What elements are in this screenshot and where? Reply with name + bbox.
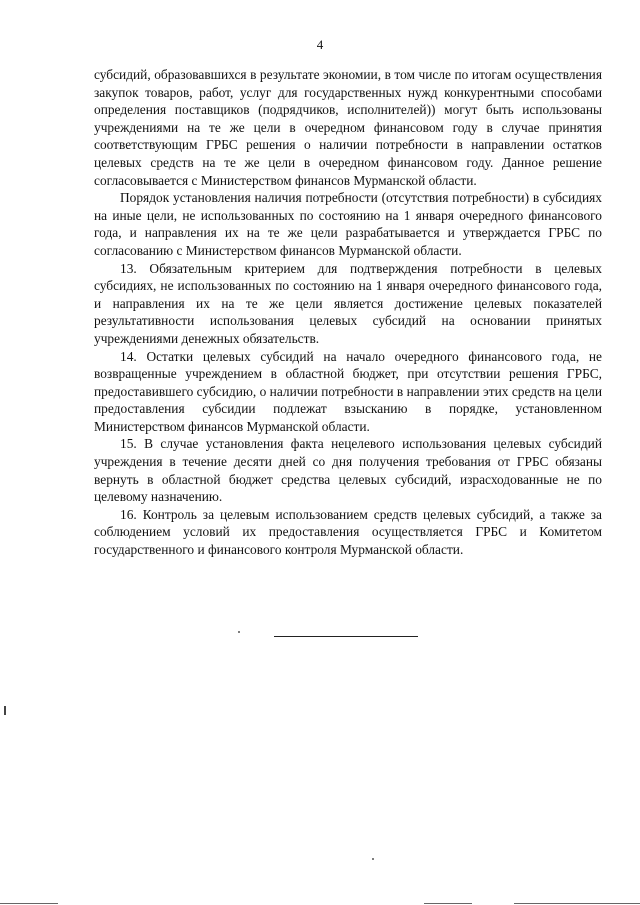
scan-bottom-edge: [0, 903, 58, 904]
paragraph-14: 14. Остатки целевых субсидий на начало очередного финансового года, не возвращенные учреждением в областной бюджет, при отсутствии решения ГРБС, предоставившего субсидию, о наличии потребности в направлении этих средств на цели предоставления субсидии подлежат взысканию в порядке, установленном Министерством финансов Мурманской области.: [94, 348, 602, 434]
page-number: 4: [316, 37, 324, 52]
closing-separator-line: [274, 636, 418, 637]
paragraph-procedure: Порядок установления наличия потребности (отсутствия потребности) в субсидиях на иные цели, не использованных по состоянию на 1 января очередного финансового года, и направления их на те же цели разрабатывается и утверждается ГРБС по согласованию с Министерством финансов Мурманской области.: [94, 190, 602, 258]
scan-bottom-edge: [424, 903, 472, 904]
scan-bottom-edge: [514, 903, 640, 904]
scan-speck: [372, 858, 374, 860]
document-body: [94, 66, 602, 559]
paragraph-continuation: субсидий, образовавшихся в результате экономии, в том числе по итогам осуществления закупок товаров, работ, услуг для государственных нужд конкурентными способами определения поставщиков (подрядчиков, исполнителей)) могут быть использованы учреждениями на те же цели в очередном финансовом году в случае принятия соответствующим ГРБС решения о наличии потребности в направлении остатков целевых средств на те же цели в очередном финансовом году. Данное решение согласовывается с Министерством финансов Мурманской области.: [94, 67, 602, 188]
scan-speck: [238, 631, 240, 633]
paragraph-13: 13. Обязательным критерием для подтверждения потребности в целевых субсидиях, не использованных по состоянию на 1 января очередного финансового года, и направления их на те же цели является достижение целевых показателей результативности использования целевых субсидий на основании принятых учреждениями денежных обязательств.: [94, 260, 602, 346]
paragraph-15: 15. В случае установления факта нецелевого использования целевых субсидий учреждения в течение десяти дней со дня получения требования от ГРБС обязаны вернуть в областной бюджет средства целевых субсидий, израсходованные не по целевому назначению.: [94, 436, 602, 505]
scan-edge-mark: [4, 706, 6, 715]
paragraph-16: 16. Контроль за целевым использованием средств целевых субсидий, а также за соблюдением условий их предоставления осуществляется ГРБС и Комитетом государственного и финансового контроля Мурманской области.: [94, 506, 602, 558]
